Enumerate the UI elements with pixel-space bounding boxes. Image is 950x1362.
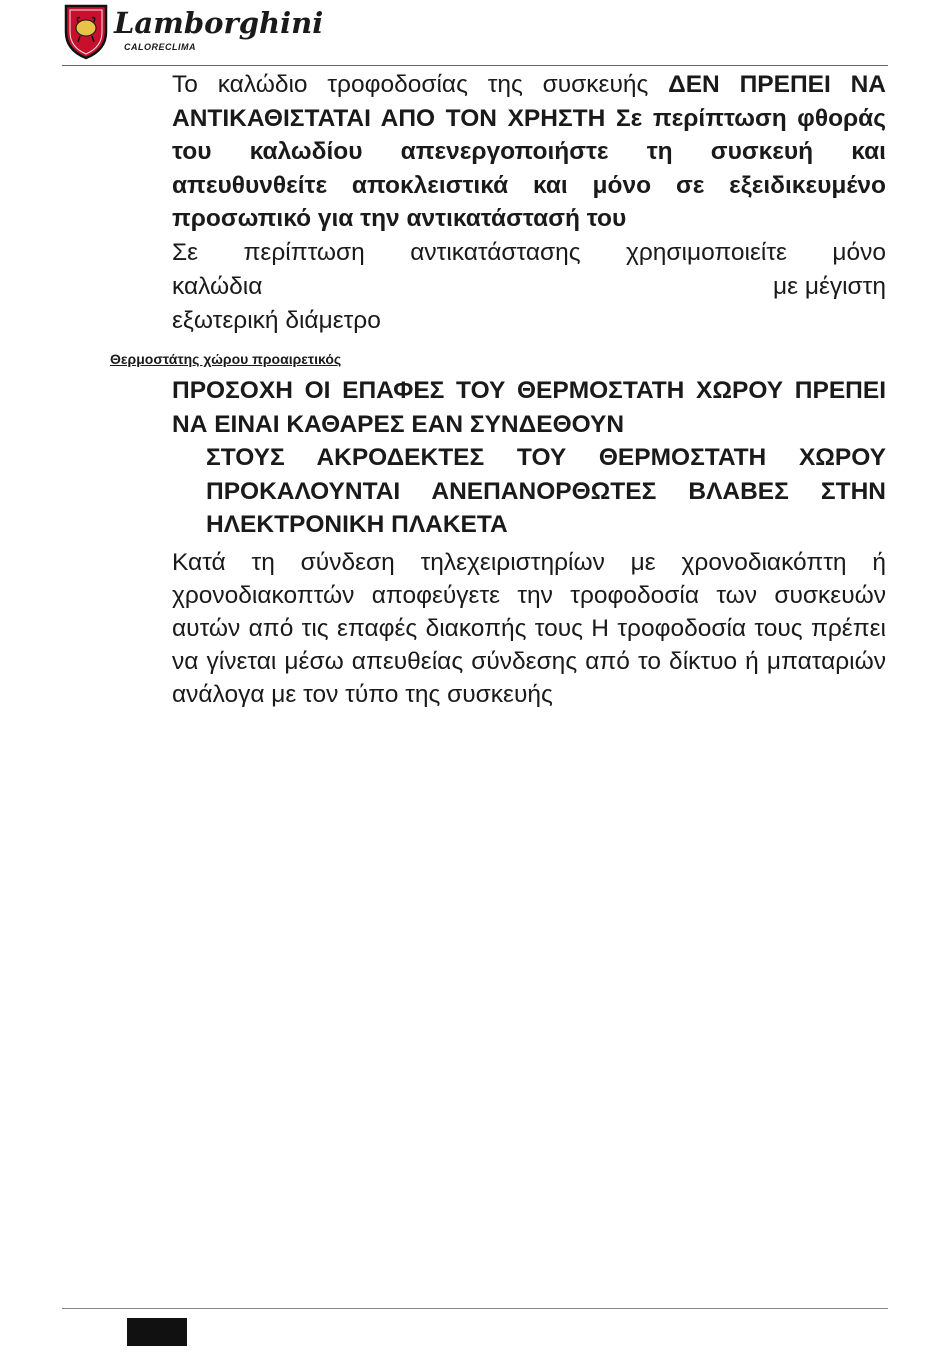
brand-wordmark: Lamborghini (114, 6, 324, 40)
paragraph-bold-warning: ΔΕΝ ΠΡΕΠΕΙ ΝΑ ΑΝΤΙΚΑΘΙΣΤΑΤΑΙ ΑΠΟ ΤΟΝ ΧΡΗΣΤΗ Σε περίπτωση φθοράς του καλωδίου απενεργοποιήστε τη συσκευή και απευθυνθείτε αποκλειστικά και μόνο σε εξειδικευμένο προσωπικό για την αντικατάστασή του (172, 71, 886, 232)
paragraph-lead: Το καλώδιο τροφοδοσίας της συσκευής (172, 71, 669, 98)
warning-line-2: ΣΤΟΥΣ ΑΚΡΟΔΕΚΤΕΣ ΤΟΥ ΘΕΡΜΟΣΤΑΤΗ ΧΩΡΟΥ ΠΡΟΚΑΛΟΥΝΤΑΙ ΑΝΕΠΑΝΟΡΘΩΤΕΣ ΒΛΑΒΕΣ ΣΤΗΝ ΗΛΕΚΤΡΟΝΙΚΗ ΠΛΑΚΕΤΑ (206, 444, 886, 538)
replacement-paragraph (172, 236, 886, 338)
sub-brand: CALORECLIMA (124, 42, 196, 52)
footer-divider (62, 1308, 888, 1309)
bull-shield-icon (62, 2, 110, 60)
remote-control-paragraph: Κατά τη σύνδεση τηλεχειριστηρίων με χρονοδιακόπτη ή χρονοδιακοπτών αποφεύγετε την τροφοδοσία των συσκευών αυτών από τις επαφές διακοπής τους Η τροφοδοσία τους πρέπει να γίνεται μέσω απευθείας σύνδεσης από το δίκτυο ή μπαταριών ανάλογα με τον τύπο της συσκευής (172, 549, 886, 708)
replacement-line-b (172, 270, 886, 304)
page-number-box (127, 1318, 187, 1346)
page-header (62, 0, 888, 66)
power-cable-paragraph (172, 68, 886, 236)
thermostat-warning (172, 374, 886, 542)
replacement-line-c: εξωτερική διάμετρο (172, 307, 381, 334)
replacement-line-b-left: καλώδια (172, 273, 263, 300)
section-title: Θερμοστάτης χώρου προαιρετικός (110, 351, 342, 367)
replacement-line-b-right: με μέγιστη (772, 273, 886, 300)
warning-line-1: ΠΡΟΣΟΧΗ ΟΙ ΕΠΑΦΕΣ ΤΟΥ ΘΕΡΜΟΣΤΑΤΗ ΧΩΡΟΥ ΠΡΕΠΕΙ ΝΑ ΕΙΝΑΙ ΚΑΘΑΡΕΣ ΕΑΝ ΣΥΝΔΕΘΟΥΝ (172, 377, 886, 438)
header-divider (62, 65, 888, 66)
replacement-line-a: Σε περίπτωση αντικατάστασης χρησιμοποιείτε μόνο (172, 239, 886, 266)
